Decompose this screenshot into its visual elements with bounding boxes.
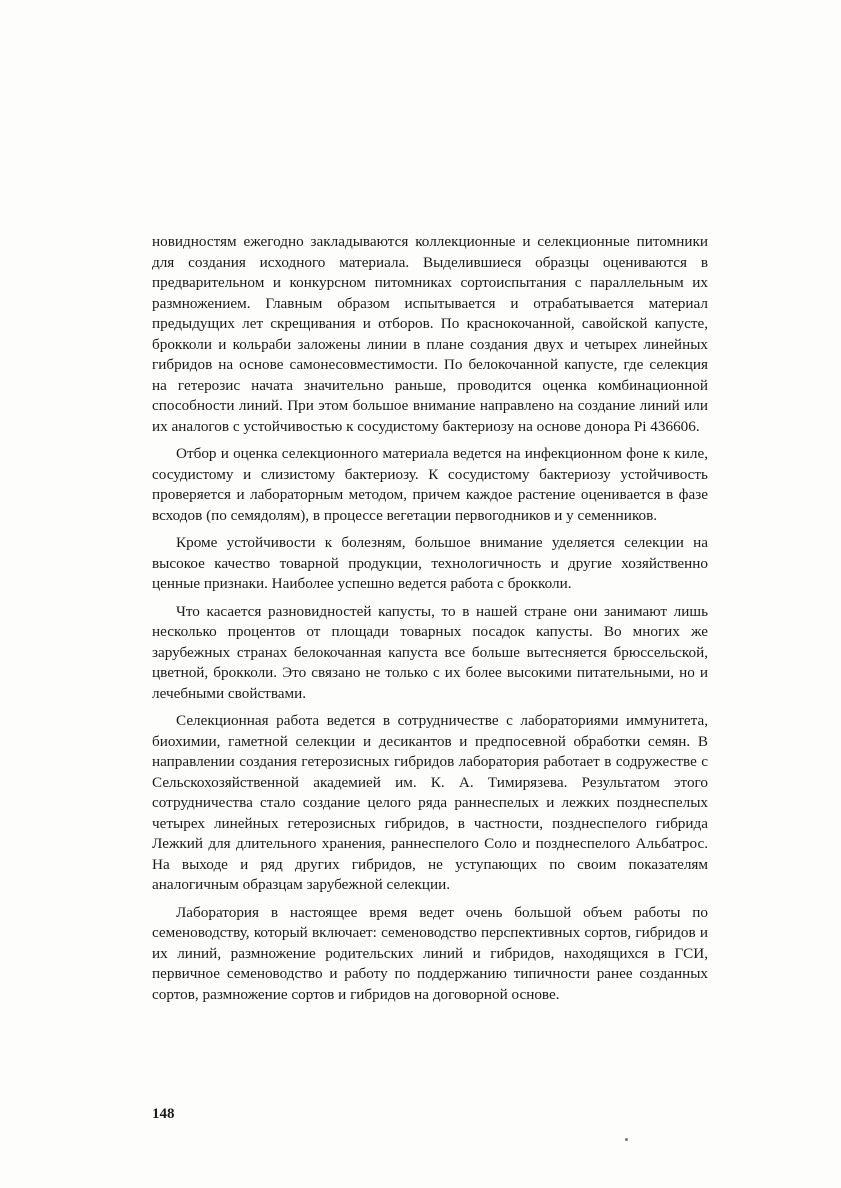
paragraph: Селекционная работа ведется в сотрудничестве с лабораториями иммунитета, биохимии, гаметной селекции и десикантов и предпосевной обработки семян. В направлении создания гетерозисных гибридов лаборатория работает в содружестве с Сельскохозяйственной академией им. К. А. Тимирязева. Результатом этого сотрудничества стало создание целого ряда раннеспелых и лежких позднеспелых четырех линейных гетерозисных гибридов, в частности, позднеспелого гибрида Лежкий для длительного хранения, раннеспелого Соло и позднеспелого Альбатрос. На выходе и ряд других гибридов, не уступающих по своим показателям аналогичным образцам зарубежной селекции. <box>152 712 708 893</box>
paragraph: Отбор и оценка селекционного материала ведется на инфекционном фоне к киле, сосудистому и слизистому бактериозу. К сосудистому бактериозу устойчивость проверяется и лабораторным методом, причем каждое растение оценивается в фазе всходов (по семядолям), в процессе вегетации первогодников и у семенников. <box>152 445 708 524</box>
paragraph: Лаборатория в настоящее время ведет очень большой объем работы по семеноводству, который включает: семеноводство перспективных сортов, гибридов и их линий, размножение родительских линий и гибридов, находящихся в ГСИ, первичное семеноводство и работу по поддержанию типичности ранее созданных сортов, размножение сортов и гибридов на договорной основе. <box>152 903 708 1003</box>
paragraph: новидностям ежегодно закладываются коллекционные и селекционные питомники для создания исходного материала. Выделившиеся образцы оцениваются в предварительном и конкурсном питомниках сортоиспытания с параллельным их размножением. Главным образом испытывается и отрабатывается материал предыдущих лет скрещивания и отборов. По краснокочанной, савойской капусте, брокколи и кольраби заложены линии в плане создания двух и четырех линейных гибридов на основе самонесовместимости. По белокочанной капусте, где селекция на гетерозис начата значительно раньше, проводится оценка комбинационной способности линий. При этом большое внимание направлено на создание линий или их аналогов с устойчивостью к сосудистому бактериозу на основе донора Pi 436606. <box>152 233 708 435</box>
body-text <box>152 232 708 1012</box>
paragraph: Кроме устойчивости к болезням, большое внимание уделяется селекции на высокое качество товарной продукции, технологичность и другие хозяйственно ценные признаки. Наиболее успешно ведется работа с брокколи. <box>152 534 708 592</box>
scan-speck <box>625 1138 628 1141</box>
paragraph: Что касается разновидностей капусты, то в нашей стране они занимают лишь несколько процентов от площади товарных посадок капусты. Во многих же зарубежных странах белокочанная капуста все больше вытесняется брюссельской, цветной, брокколи. Это связано не только с их более высокими питательными, но и лечебными свойствами. <box>152 602 708 702</box>
page-number: 148 <box>152 1106 175 1122</box>
